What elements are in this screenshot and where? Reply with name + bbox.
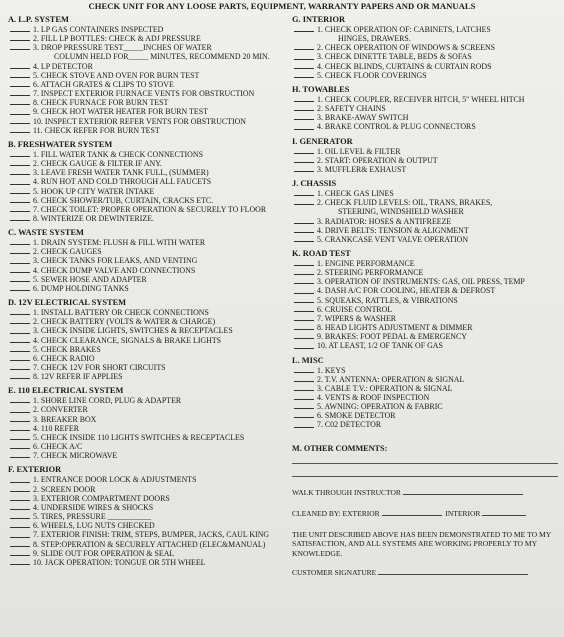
checklist-item-text: 8. 12V REFER IF APPLIES	[33, 372, 123, 382]
section-heading: I. GENERATOR	[292, 136, 353, 146]
check-blank[interactable]	[10, 202, 30, 203]
section-heading: L. MISC	[292, 355, 324, 365]
check-blank[interactable]	[10, 104, 30, 105]
check-blank[interactable]	[10, 402, 30, 403]
checklist-item-text: 3. CHECK TANKS FOR LEAKS, AND VENTING	[33, 256, 198, 266]
check-blank[interactable]	[10, 527, 30, 528]
check-blank[interactable]	[10, 174, 30, 175]
checklist-item-text: 5. CHECK INSIDE 110 LIGHTS SWITCHES & RECEPTACLES	[33, 432, 245, 442]
checklist-item-text: 4. UNDERSIDE WIRES & SHOCKS	[33, 502, 154, 512]
check-blank[interactable]	[294, 204, 314, 205]
checklist-item	[292, 217, 558, 226]
checklist-item-text: 1. FILL WATER TANK & CHECK CONNECTIONS	[33, 149, 203, 159]
checklist-item	[292, 341, 558, 350]
checklist-item-text: 5. TIRES, PRESSURE ___________	[33, 512, 152, 522]
checklist-item-text: 9. SLIDE OUT FOR OPERATION & SEAL	[33, 548, 175, 558]
checklist-item	[292, 375, 558, 384]
checklist-item-text: 3. RADIATOR: HOSES & ANTIFREEZE	[317, 216, 452, 226]
checklist-item	[292, 384, 558, 393]
checklist-item	[8, 80, 290, 89]
checklist-item	[292, 366, 558, 375]
check-blank[interactable]	[10, 132, 30, 133]
checklist-item	[292, 25, 558, 34]
checklist-item	[292, 52, 558, 61]
checklist-item	[292, 62, 558, 71]
check-blank[interactable]	[294, 338, 314, 339]
checklist-item	[8, 549, 290, 558]
check-blank[interactable]	[10, 537, 30, 538]
check-blank[interactable]	[294, 119, 314, 120]
checklist-item-text: 1. OIL LEVEL & FILTER	[317, 146, 401, 156]
checklist-item	[8, 196, 290, 205]
section-heading: C. WASTE SYSTEM	[8, 228, 84, 238]
check-blank[interactable]	[294, 101, 314, 102]
checklist-item	[8, 284, 290, 293]
check-blank[interactable]	[10, 220, 30, 221]
checklist-item	[8, 415, 290, 424]
checklist-item-text: 1. CHECK COUPLER, RECEIVER HITCH, 5" WHEEL HITCH	[317, 94, 525, 104]
check-blank[interactable]	[10, 253, 30, 254]
checklist-item-text: 11. CHECK REFER FOR BURN TEST	[33, 125, 160, 135]
checklist-item-text: 1. ENGINE PERFORMANCE	[317, 258, 415, 268]
check-blank[interactable]	[294, 399, 314, 400]
checklist-item	[8, 317, 290, 326]
check-blank[interactable]	[10, 211, 30, 212]
comments-line-1[interactable]	[292, 454, 558, 464]
check-blank[interactable]	[10, 509, 30, 510]
check-blank[interactable]	[10, 439, 30, 440]
customer-signature-field[interactable]	[378, 574, 528, 575]
checklist-item	[292, 296, 558, 305]
checklist-item-text: 3. CABLE T.V.: OPERATION & SIGNAL	[317, 383, 453, 393]
checklist-item	[8, 336, 290, 345]
check-blank[interactable]	[294, 311, 314, 312]
check-blank[interactable]	[294, 265, 314, 266]
checklist-item	[292, 323, 558, 332]
cleaned-by-label: CLEANED BY: EXTERIOR	[292, 508, 380, 518]
check-blank[interactable]	[10, 500, 30, 501]
check-blank[interactable]	[10, 31, 30, 32]
checklist-item-text: 3. LEAVE FRESH WATER TANK FULL, (SUMMER)	[33, 168, 209, 178]
check-blank[interactable]	[294, 283, 314, 284]
check-blank[interactable]	[294, 293, 314, 294]
checklist-item-text: 9. BRAKES: FOOT PEDAL & EMERGENCY	[317, 332, 467, 342]
check-blank[interactable]	[10, 448, 30, 449]
checklist-item-text: 2. SCREEN DOOR	[33, 484, 96, 494]
checklist-item-text: 10. INSPECT EXTERIOR REFER VENTS FOR OBSTRUCTION	[33, 116, 246, 126]
section-heading: J. CHASSIS	[292, 179, 337, 189]
checklist-item	[8, 107, 290, 116]
interior-label: INTERIOR	[445, 508, 481, 518]
checklist-item-text: 2. STEERING PERFORMANCE	[317, 268, 424, 278]
checklist-item-text: 1. CHECK GAS LINES	[317, 189, 394, 199]
checklist-item	[8, 485, 290, 494]
customer-signature-row	[292, 568, 558, 578]
check-blank[interactable]	[10, 314, 30, 315]
check-blank[interactable]	[294, 302, 314, 303]
check-blank[interactable]	[294, 372, 314, 373]
checklist-item-text: 8. STEP:OPERATION & SECURELY ATTACHED (ELEC&MANUAL)	[33, 539, 266, 549]
check-blank[interactable]	[10, 421, 30, 422]
checklist-item	[292, 226, 558, 235]
checklist-item-text: HINGES, DRAWERS.	[338, 34, 411, 44]
check-blank[interactable]	[294, 31, 314, 32]
check-blank[interactable]	[294, 59, 314, 60]
check-blank[interactable]	[294, 274, 314, 275]
checklist-item	[8, 62, 290, 71]
check-blank[interactable]	[294, 110, 314, 111]
checklist-item-continuation	[292, 207, 558, 216]
checklist-item-text: 6. CHECK RADIO	[33, 353, 95, 363]
check-blank[interactable]	[294, 241, 314, 242]
checklist-item	[8, 372, 290, 381]
check-blank[interactable]	[294, 49, 314, 50]
walk-through-row	[292, 488, 558, 498]
check-blank[interactable]	[294, 348, 314, 349]
check-blank[interactable]	[10, 333, 30, 334]
checklist-item	[8, 177, 290, 186]
checklist-item-text: 1. SHORE LINE CORD, PLUG & ADAPTER	[33, 396, 182, 406]
acceptance-statement: THE UNIT DESCRIBED ABOVE HAS BEEN DEMONSTRATED TO ME TO MY SATISFACTION, AND ALL SYSTEMS ARE WORKING PROPERLY TO MY KNOWLEDGE.	[292, 529, 551, 558]
check-blank[interactable]	[10, 518, 30, 519]
right-column	[292, 15, 558, 578]
checklist-item-text: 10. AT LEAST, 1/2 OF TANK OF GAS	[317, 341, 443, 351]
checklist-item	[292, 314, 558, 323]
check-blank[interactable]	[10, 546, 30, 547]
check-blank[interactable]	[294, 320, 314, 321]
checklist-item-text: 2. CHECK OPERATION OF WINDOWS & SCREENS	[317, 43, 496, 53]
checklist-item-text: 3. CHECK INSIDE LIGHTS, SWITCHES & RECEPTACLES	[33, 326, 233, 336]
check-blank[interactable]	[10, 290, 30, 291]
checklist-item	[8, 326, 290, 335]
checklist-item	[8, 34, 290, 43]
check-blank[interactable]	[10, 95, 30, 96]
checklist-item	[292, 71, 558, 80]
check-blank[interactable]	[10, 68, 30, 69]
check-blank[interactable]	[10, 555, 30, 556]
checklist-item-text: 1. INSTALL BATTERY OR CHECK CONNECTIONS	[33, 308, 209, 318]
left-column	[8, 15, 290, 567]
check-blank[interactable]	[10, 351, 30, 352]
checklist-item	[8, 256, 290, 265]
check-blank[interactable]	[294, 417, 314, 418]
checklist-item-text: 7. INSPECT EXTERIOR FURNACE VENTS FOR OBSTRUCTION	[33, 89, 255, 99]
checklist-item-text: 2. CHECK GAUGE & FILTER IF ANY.	[33, 159, 162, 169]
section-heading: H. TOWABLES	[292, 84, 350, 94]
section-heading: K. ROAD TEST	[292, 248, 351, 258]
section-heading: B. FRESHWATER SYSTEM	[8, 139, 113, 149]
checklist-item-text: 3. CHECK DINETTE TABLE, BEDS & SOFAS	[317, 52, 472, 62]
checklist-item-text: 5. CHECK FLOOR COVERINGS	[317, 70, 427, 80]
checklist-item-text: 7. CHECK 12V FOR SHORT CIRCUITS	[33, 363, 166, 372]
comments-line-2[interactable]	[292, 467, 558, 477]
check-blank[interactable]	[10, 360, 30, 361]
check-blank[interactable]	[10, 77, 30, 78]
checklist-item-text: 5. CRANKCASE VENT VALVE OPERATION	[317, 234, 469, 244]
other-comments-label: M. OTHER COMMENTS:	[292, 443, 388, 453]
check-blank[interactable]	[10, 369, 30, 370]
check-blank[interactable]	[10, 491, 30, 492]
checklist-item-text: 4. VENTS & ROOF INSPECTION	[317, 393, 430, 402]
checklist-item	[292, 113, 558, 122]
checklist-item-text: 3. OPERATION OF INSTRUMENTS: GAS, OIL PRESS, TEMP	[317, 277, 525, 287]
checklist-item	[292, 122, 558, 131]
checklist-item-text: 2. START: OPERATION & OUTPUT	[317, 155, 438, 165]
checklist-item	[8, 117, 290, 126]
checklist-item-text: 5. SQUEAKS, RATTLES, & VIBRATIONS	[317, 295, 458, 305]
checklist-item	[8, 247, 290, 256]
checklist-item	[292, 235, 558, 244]
checklist-item-text: 1. DRAIN SYSTEM: FLUSH & FILL WITH WATER	[33, 238, 206, 248]
checklist-item	[292, 165, 558, 174]
checklist-item-text: 6. CRUISE CONTROL	[317, 304, 393, 314]
checklist-item	[8, 43, 290, 52]
checklist-item-text: 2. SAFETY CHAINS	[317, 104, 386, 114]
checklist-item	[8, 89, 290, 98]
checklist-item	[292, 259, 558, 268]
checklist-item	[8, 396, 290, 405]
check-blank[interactable]	[10, 378, 30, 379]
checklist-item-text: 8. CHECK FURNACE FOR BURN TEST	[33, 98, 169, 108]
checklist-item	[292, 277, 558, 286]
checklist-item-text: 5. AWNING: OPERATION & FABRIC	[317, 402, 443, 412]
checklist-item	[8, 98, 290, 107]
checklist-item-text: 3. BREAKER BOX	[33, 414, 97, 424]
checklist-item	[8, 159, 290, 168]
section-heading: G. INTERIOR	[292, 15, 346, 24]
check-blank[interactable]	[294, 232, 314, 233]
section-heading: A. L.P. SYSTEM	[8, 15, 69, 24]
section-heading: F. EXTERIOR	[8, 465, 62, 475]
check-blank[interactable]	[10, 165, 30, 166]
checklist-item-text: 2. CHECK FLUID LEVELS: OIL, TRANS, BRAKES,	[317, 198, 493, 208]
checklist-item	[292, 156, 558, 165]
checklist-item-text: 2. CHECK GAUGES	[33, 247, 102, 257]
checklist-item	[292, 402, 558, 411]
check-blank[interactable]	[10, 123, 30, 124]
checklist-item-text: 7. EXTERIOR FINISH: TRIM, STEPS, BUMPER, JACKS, CAUL KING	[33, 530, 270, 540]
checklist-item	[8, 451, 290, 460]
checklist-item-text: 7. WIPERS & WASHER	[317, 313, 397, 323]
checklist-item	[8, 494, 290, 503]
walk-through-label: WALK THROUGH INSTRUCTOR	[292, 487, 401, 497]
checklist-item	[8, 308, 290, 317]
checklist-item	[292, 43, 558, 52]
checklist-item-text: 4. BRAKE CONTROL & PLUG CONNECTORS	[317, 122, 476, 132]
checklist-item-text: COLUMN HELD FOR_____ MINUTES, RECOMMEND 20 MIN.	[54, 52, 270, 62]
checklist-item	[8, 475, 290, 484]
checklist-item-text: 1. KEYS	[317, 365, 346, 375]
section-heading: E. 110 ELECTRICAL SYSTEM	[8, 386, 124, 396]
check-blank[interactable]	[294, 427, 314, 428]
check-blank[interactable]	[294, 195, 314, 196]
checklist-item	[8, 354, 290, 363]
checklist-item-text: 2. CHECK BATTERY (VOLTS & WATER & CHARGE)	[33, 317, 216, 327]
checklist-item	[292, 420, 558, 429]
check-blank[interactable]	[10, 40, 30, 41]
check-blank[interactable]	[294, 381, 314, 382]
checklist-item	[8, 530, 290, 539]
checklist-item-text: 5. CHECK BRAKES	[33, 344, 101, 354]
checklist-item	[8, 205, 290, 214]
checklist-item-text: 9. CHECK HOT WATER HEATER FOR BURN TEST	[33, 107, 208, 117]
checklist-item	[292, 411, 558, 420]
checklist-item	[8, 266, 290, 275]
check-blank[interactable]	[10, 430, 30, 431]
checklist-item-text: 1. LP GAS CONTAINERS INSPECTED	[33, 25, 164, 34]
checklist-item-text: 4. DASH A/C FOR COOLING, HEATER & DEFROST	[317, 286, 496, 296]
checklist-item-text: 4. CHECK BLINDS, CURTAINS & CURTAIN RODS	[317, 61, 492, 71]
checklist-item	[292, 332, 558, 341]
checklist-item	[8, 433, 290, 442]
check-blank[interactable]	[294, 223, 314, 224]
checklist-item	[8, 503, 290, 512]
checklist-item-text: 6. CHECK A/C	[33, 442, 83, 452]
check-blank[interactable]	[294, 153, 314, 154]
checklist-item	[8, 424, 290, 433]
checklist-item-text: 8. HEAD LIGHTS ADJUSTMENT & DIMMER	[317, 323, 473, 333]
check-blank[interactable]	[10, 564, 30, 565]
check-blank[interactable]	[294, 171, 314, 172]
checklist-item	[8, 187, 290, 196]
check-blank[interactable]	[10, 193, 30, 194]
check-blank[interactable]	[10, 457, 30, 458]
checklist-item-text: 6. SMOKE DETECTOR	[317, 411, 396, 421]
checklist-item-text: 1. ENTRANCE DOOR LOCK & ADJUSTMENTS	[33, 475, 197, 485]
section-heading: D. 12V ELECTRICAL SYSTEM	[8, 298, 127, 308]
check-blank[interactable]	[10, 184, 30, 185]
checklist-item-text: 3. BRAKE-AWAY SWITCH	[317, 113, 409, 123]
checklist-item	[292, 189, 558, 198]
checklist-item	[8, 558, 290, 567]
check-blank[interactable]	[10, 86, 30, 87]
checklist-item-text: 3. DROP PRESSURE TEST_____INCHES OF WATER	[33, 43, 212, 53]
checklist-item-continuation	[8, 52, 290, 61]
checklist-item-text: 2. T.V. ANTENNA: OPERATION & SIGNAL	[317, 374, 465, 384]
checklist-item	[292, 393, 558, 402]
checklist-item	[292, 268, 558, 277]
checklist-item-text: 8. WINTERIZE OR DEWINTERIZE.	[33, 213, 155, 223]
checklist-item	[8, 442, 290, 451]
checklist-item-text: 6. CHECK SHOWER/TUB, CURTAIN, CRACKS ETC.	[33, 195, 214, 205]
checklist-item-text: 5. CHECK STOVE AND OVEN FOR BURN TEST	[33, 70, 200, 80]
customer-signature-label: CUSTOMER SIGNATURE	[292, 568, 377, 578]
checklist-item-text: STEERING, WINDSHIELD WASHER	[338, 207, 464, 217]
checklist-item-text: 4. CHECK DUMP VALVE AND CONNECTIONS	[33, 265, 196, 275]
checklist-item-text: 7. CHECK MICROWAVE	[33, 451, 118, 461]
check-blank[interactable]	[10, 323, 30, 324]
checklist-item	[292, 286, 558, 295]
check-blank[interactable]	[10, 412, 30, 413]
checklist-item	[292, 147, 558, 156]
checklist-item	[8, 126, 290, 135]
check-blank[interactable]	[294, 162, 314, 163]
checklist-item	[8, 238, 290, 247]
checklist-item-text: 2. CONVERTER	[33, 405, 88, 415]
checklist-item	[8, 521, 290, 530]
checklist-item-text: 7. CHECK TOILET: PROPER OPERATION & SECURELY TO FLOOR	[33, 204, 267, 214]
check-blank[interactable]	[10, 272, 30, 273]
checklist-item	[292, 305, 558, 314]
cleaned-exterior-field[interactable]	[382, 515, 442, 516]
checklist-item	[292, 104, 558, 113]
checklist-item-text: 3. EXTERIOR COMPARTMENT DOORS	[33, 493, 170, 503]
check-blank[interactable]	[10, 244, 30, 245]
checklist-item	[292, 95, 558, 104]
checklist-item	[8, 214, 290, 223]
checklist-item-text: 10. JACK OPERATION: TONGUE OR 5TH WHEEL	[33, 557, 206, 567]
cleaned-by-row	[292, 509, 558, 519]
check-blank[interactable]	[10, 114, 30, 115]
checklist-item	[8, 363, 290, 372]
right-sections	[292, 15, 558, 430]
checklist-item-text: 6. DUMP HOLDING TANKS	[33, 283, 129, 293]
check-blank[interactable]	[294, 390, 314, 391]
checklist-item-text: 3. MUFFLER& EXHAUST	[317, 164, 407, 174]
check-blank[interactable]	[10, 156, 30, 157]
checklist-item-text: 7. C02 DETECTOR	[317, 420, 382, 430]
page-title: CHECK UNIT FOR ANY LOOSE PARTS, EQUIPMENT, WARRANTY PAPERS AND OR MANUALS	[88, 1, 476, 11]
check-blank[interactable]	[10, 263, 30, 264]
check-blank[interactable]	[294, 129, 314, 130]
checklist-item	[8, 512, 290, 521]
checklist-item-text: 4. RUN HOT AND COLD THROUGH ALL FAUCETS	[33, 177, 212, 187]
checklist-item	[8, 25, 290, 34]
check-blank[interactable]	[10, 482, 30, 483]
checklist-item-text: 2. FILL LP BOTTLES: CHECK & ADJ PRESSURE	[33, 34, 201, 44]
check-blank[interactable]	[10, 281, 30, 282]
checklist-item-text: 5. SEWER HOSE AND ADAPTER	[33, 274, 147, 284]
cleaned-interior-field[interactable]	[482, 515, 526, 516]
checklist-item	[8, 345, 290, 354]
checklist-item-text: 4. DRIVE BELTS: TENSION & ALIGNMENT	[317, 225, 469, 235]
check-blank[interactable]	[294, 329, 314, 330]
checklist-item	[8, 540, 290, 549]
check-blank[interactable]	[294, 408, 314, 409]
walk-through-field[interactable]	[403, 494, 523, 495]
checklist-item	[8, 168, 290, 177]
checklist-item-text: 1. CHECK OPERATION OF: CABINETS, LATCHES	[317, 25, 491, 34]
check-blank[interactable]	[10, 49, 30, 50]
check-blank[interactable]	[10, 342, 30, 343]
checklist-item-continuation	[292, 34, 558, 43]
checklist-item	[8, 405, 290, 414]
checklist-item-text: 5. HOOK UP CITY WATER INTAKE	[33, 186, 155, 196]
checklist-item	[292, 198, 558, 207]
checklist-item	[8, 275, 290, 284]
checklist-item-text: 6. WHEELS, LUG NUTS CHECKED	[33, 521, 155, 531]
checklist-item-text: 4. LP DETECTOR	[33, 61, 93, 71]
checklist-item-text: 4. 110 REFER	[33, 423, 79, 433]
check-blank[interactable]	[294, 77, 314, 78]
checklist-item	[8, 150, 290, 159]
checklist-item-text: 4. CHECK CLEARANCE, SIGNALS & BRAKE LIGHTS	[33, 335, 222, 345]
checklist-item-text: 6. ATTACH GRATES & CLIPS TO STOVE	[33, 79, 174, 89]
checklist-item	[8, 71, 290, 80]
check-blank[interactable]	[294, 68, 314, 69]
